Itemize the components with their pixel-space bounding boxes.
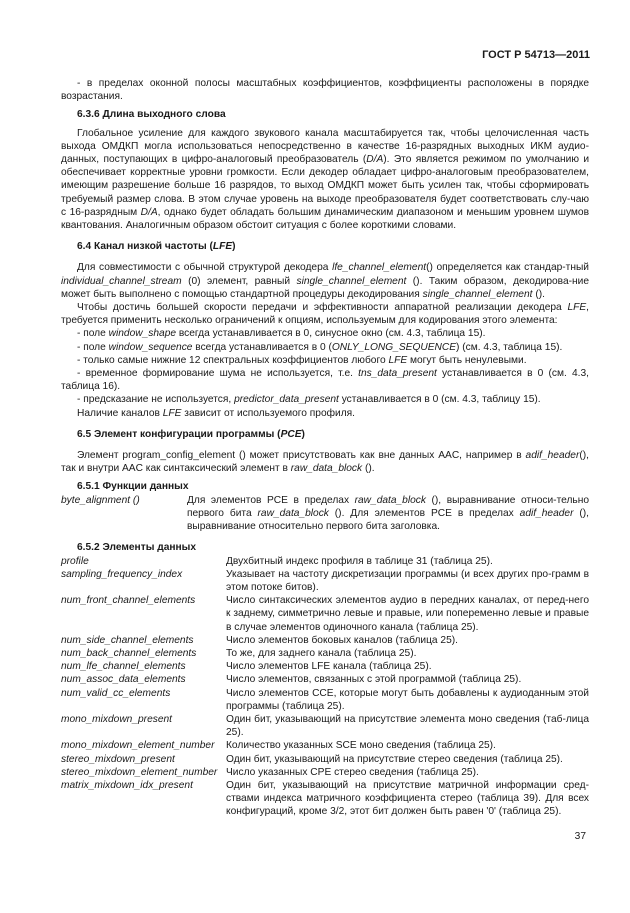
definition-row [61, 739, 589, 752]
definition-term: stereo_mixdown_present [61, 753, 175, 765]
paragraph-pce: Элемент program_config_element () может присутствовать как вне данных AAC, например в adif_header(), так и внутри AAC как синтаксический элемент в raw_data_block (). [61, 450, 589, 475]
definition-desc: Число элементов боковых каналов (таблица 25). [226, 634, 458, 646]
page-content [61, 77, 589, 819]
paragraph-lfe-compat: Для совместимости с обычной структурой декодера lfe_channel_element() определяется как стандар-тный individual_channel_stream (0) элемент, равный single_channel_element (). Таким образом, декодирова-ние может быть выполнено с помощью стандартной процедуры декодирования single_channel_element (). [61, 262, 589, 300]
definition-desc: Указывает на частоту дискретизации программы (и всех других про-грамм в этом потоке битов). [226, 568, 589, 593]
definition-row [61, 634, 589, 647]
definition-term: num_side_channel_elements [61, 634, 194, 646]
definition-row [61, 687, 589, 713]
definition-row [61, 779, 589, 819]
list-item: - поле window_shape всегда устанавливается в 0, синусное окно (см. 4.3, таблица 15). [77, 328, 486, 340]
standard-header: ГОСТ Р 54713—2011 [482, 49, 590, 61]
section-heading-6-4: 6.4 Канал низкой частоты (LFE) [77, 241, 236, 253]
definition-row [61, 660, 589, 673]
definition-desc: Один бит, указывающий на присутствие элемента моно сведения (таб-лица 25). [226, 713, 589, 739]
definition-term: sampling_frequency_index [61, 568, 183, 580]
definition-term: mono_mixdown_element_number [61, 740, 215, 752]
definition-desc: Число указанных CPE стерео сведения (таблица 25). [226, 766, 479, 778]
definition-row [61, 594, 589, 634]
section-heading-6-3-6: 6.3.6 Длина выходного слова [77, 109, 226, 121]
definition-desc: Число элементов CCE, которые могут быть добавлены к аудиоданным этой программы (таблица 25). [226, 687, 589, 712]
paragraph-lfe-restrictions: Чтобы достичь большей скорости передачи и эффективности аппаратной реализации декодера LFE, требуется применить несколько ограничений к опциям, используемым для кодирования этого элемента: [61, 302, 589, 327]
definition-term: stereo_mixdown_element_number [61, 766, 218, 778]
data-elements-list [61, 555, 589, 819]
list-item: Наличие каналов LFE зависит от используемого профиля. [77, 407, 356, 419]
definition-row [61, 766, 589, 779]
definition-term: matrix_mixdown_idx_present [61, 779, 193, 791]
list-item: - временное формирование шума не используется, т.е. tns_data_present устанавливается в 0 (см. 4.3, таблица 16). [61, 368, 589, 393]
section-heading-6-5: 6.5 Элемент конфигурации программы (PCE) [77, 428, 305, 440]
definition-term: num_front_channel_elements [61, 595, 196, 607]
definition-row [61, 568, 589, 594]
definition-row [61, 647, 589, 660]
definition-term: profile [61, 555, 89, 567]
definition-term: num_valid_cc_elements [61, 687, 171, 699]
definition-desc: Один бит, указывающий на присутствие матричной информации сред-ствами индекса матричного коэффициента стерео (таблица 39). Для всех конфигураций, кроме 3/2, этот бит должен быть равен '0' (таблица 25). [226, 779, 589, 818]
definition-row [61, 753, 589, 766]
definition-desc: То же, для заднего канала (таблица 25). [226, 647, 417, 659]
definition-row [61, 555, 589, 568]
section-heading-6-5-1: 6.5.1 Функции данных [77, 481, 189, 493]
definition-desc: Число синтаксических элементов аудио в передних каналах, от перед-него к заднему, симметрично левые и правые, или попеременно левые и правые в случае элементов одиночного канала (таблица 25). [226, 595, 589, 633]
definition-term: mono_mixdown_present [61, 713, 172, 725]
definition-term: num_assoc_data_elements [61, 674, 186, 686]
paragraph-output-word-length: Глобальное усиление для каждого звукового канала масштабируется так, чтобы целочисленная часть выхода ОМДКП могла использоваться непосредственно в качестве 16-разрядных выходных ИКМ аудио-данных, поступающих в цифро-аналоговый преобразователь (D/A). Это является режимом по умолчанию и обеспечивает корректные уровни громкости. Если декодер обладает цифро-аналоговым преобразователем, имеющим разрешение больше 16 разрядов, то выход ОМДКП может быть усилен так, чтобы сформировать требуемый размер слова. В этом случае уровень на выходе преобразователя будет соответствовать слу-чаю с 16-разрядным D/A, однако будет обладать большим динамическим диапазоном и меньшим уровнем шумов квантования. Аналогичным образом обстоит ситуация с более короткими словами. [61, 127, 590, 232]
page-number: 37 [574, 831, 586, 842]
section-heading-6-5-2: 6.5.2 Элементы данных [77, 542, 197, 554]
list-item: - только самые нижние 12 спектральных коэффициентов любого LFE могут быть ненулевыми. [77, 354, 527, 366]
definition-row [61, 673, 589, 686]
definition-desc: Один бит, указывающий на присутствие стерео сведения (таблица 25). [226, 753, 563, 765]
definition-desc: Двухбитный индекс профиля в таблице 31 (таблица 25). [226, 555, 493, 567]
list-item: - предсказание не используется, predictor_data_present устанавливается в 0 (см. 4.3, таблицу 15). [77, 394, 541, 406]
list-item: - поле window_sequence всегда устанавливается в 0 (ONLY_LONG_SEQUENCE) (см. 4.3, таблица 15). [77, 341, 563, 353]
definition-term: byte_alignment () [61, 494, 140, 506]
definition-desc: Количество указанных SCE моно сведения (таблица 25). [226, 740, 496, 752]
definition-term: num_lfe_channel_elements [61, 661, 186, 673]
definition-term: num_back_channel_elements [61, 647, 197, 659]
definition-row [61, 713, 589, 739]
definition-desc: Число элементов LFE канала (таблица 25). [226, 661, 432, 673]
definition-desc: Число элементов, связанных с этой программой (таблица 25). [226, 674, 522, 686]
definition-desc: Для элементов PCE в пределах raw_data_block (), выравнивание относи-тельно первого бита raw_data_block (). Для элементов PCE в пределах adif_header (), выравнивание относительно первого бита заголовка. [187, 494, 590, 533]
paragraph-continuation: - в пределах оконной полосы масштабных коэффициентов, коэффициенты расположены в порядке возрастания. [61, 78, 589, 103]
definition-byte-alignment [61, 494, 589, 534]
